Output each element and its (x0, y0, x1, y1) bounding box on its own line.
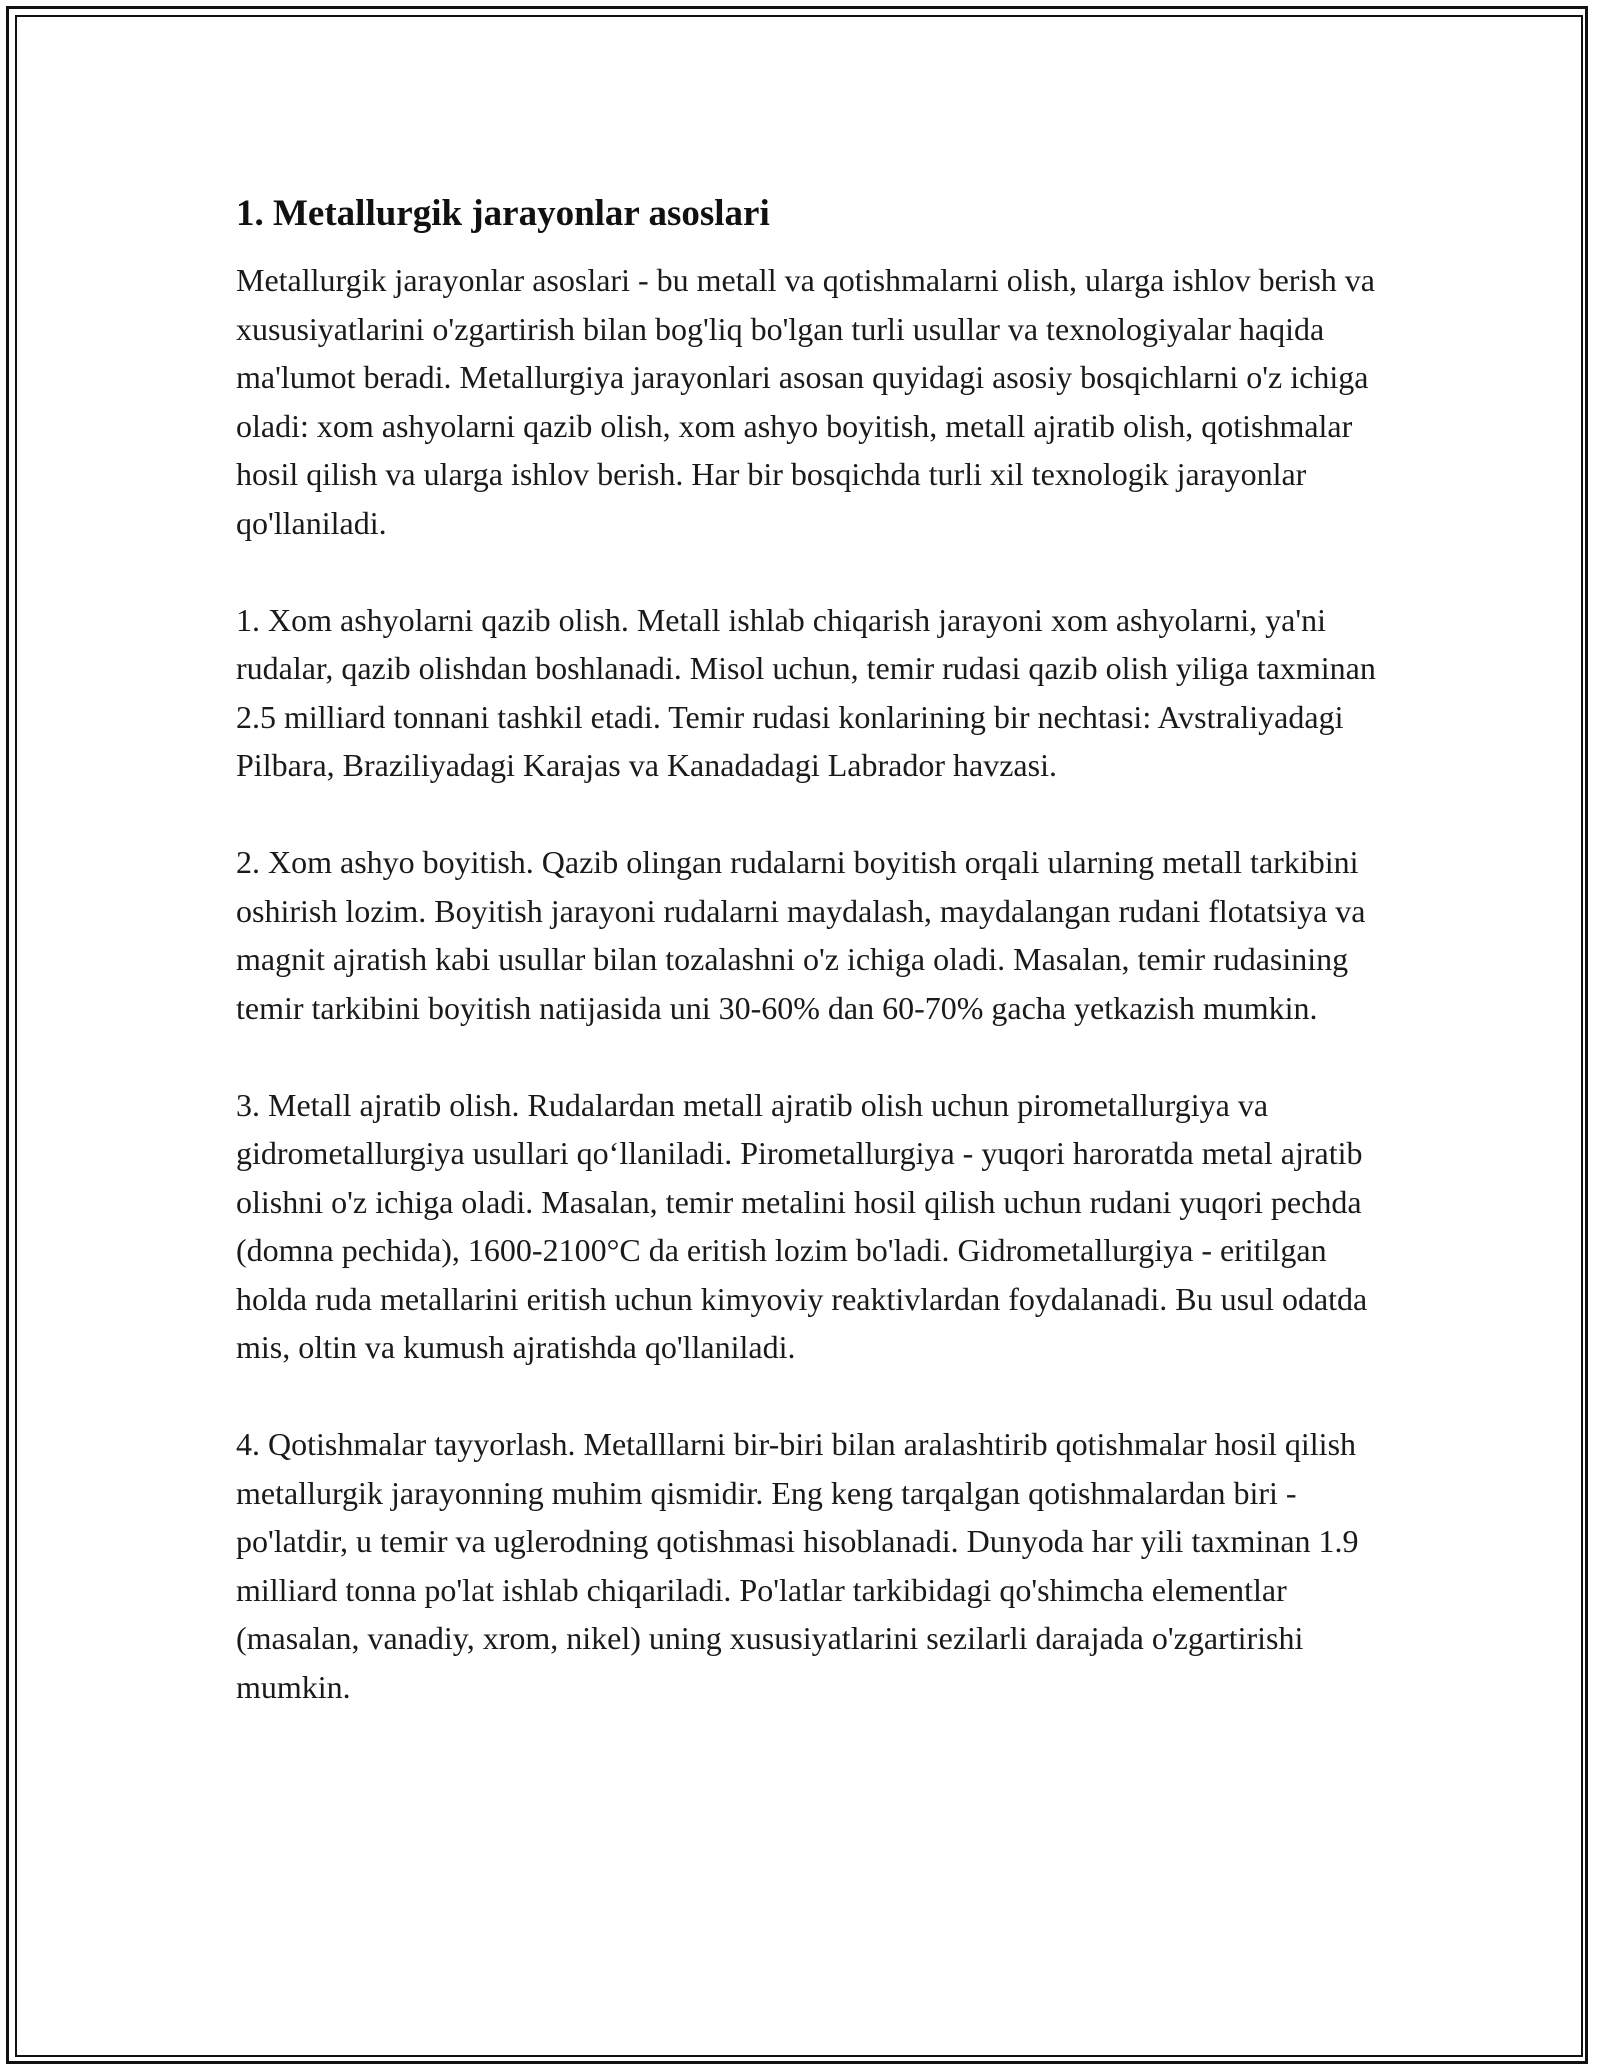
document-body (236, 188, 1376, 1760)
paragraph-enrichment: 2. Xom ashyo boyitish. Qazib olingan rudalarni boyitish orqali ularning metall tarkibini oshirish lozim. Boyitish jarayoni rudalarni maydalash, maydalangan rudani flotatsiya va magnit ajratish kabi usullar bilan tozalashni o'z ichiga oladi. Masalan, temir rudasining temir tarkibini boyitish natijasida uni 30-60% dan 60-70% gacha yetkazish mumkin. (236, 844, 1366, 1026)
page-title: 1. Metallurgik jarayonlar asoslari (236, 193, 770, 234)
paragraph-alloys: 4. Qotishmalar tayyorlash. Metalllarni bir-biri bilan aralashtirib qotishmalar hosil qilish metallurgik jarayonning muhim qismidir. Eng keng tarqalgan qotishmalardan biri - po'latdir, u temir va uglerodning qotishmasi hisoblanadi. Dunyoda har yili taxminan 1.9 milliard tonna po'lat ishlab chiqariladi. Po'latlar tarkibidagi qo'shimcha elementlar (masalan, vanadiy, xrom, nikel) uning xususiyatlarini sezilarli darajada o'zgartirishi mumkin. (236, 1426, 1359, 1705)
paragraph-extraction: 3. Metall ajratib olish. Rudalardan metall ajratib olish uchun pirometallurgiya va gidrometallurgiya usullari qo‘llaniladi. Pirometallurgiya - yuqori haroratda metal ajratib olishni o'z ichiga oladi. Masalan, temir metalini hosil qilish uchun rudani yuqori pechda (domna pechida), 1600-2100°C da eritish lozim bo'ladi. Gidrometallurgiya - eritilgan holda ruda metallarini eritish uchun kimyoviy reaktivlardan foydalanadi. Bu usul odatda mis, oltin va kumush ajratishda qo'llaniladi. (236, 1086, 1368, 1365)
paragraph-mining: 1. Xom ashyolarni qazib olish. Metall ishlab chiqarish jarayoni xom ashyolarni, ya'ni rudalar, qazib olishdan boshlanadi. Misol uchun, temir rudasi qazib olish yiliga taxminan 2.5 milliard tonnani tashkil etadi. Temir rudasi konlarining bir nechtasi: Avstraliyadagi Pilbara, Braziliyadagi Karajas va Kanadadagi Labrador havzasi. (236, 601, 1376, 783)
paragraph-intro: Metallurgik jarayonlar asoslari - bu metall va qotishmalarni olish, ularga ishlov berish va xususiyatlarini o'zgartirish bilan bog'liq bo'lgan turli usullar va texnologiyalar haqida ma'lumot beradi. Metallurgiya jarayonlari asosan quyidagi asosiy bosqichlarni o'z ichiga oladi: xom ashyolarni qazib olish, xom ashyo boyitish, metall ajratib olish, qotishmalar hosil qilish va ularga ishlov berish. Har bir bosqichda turli xil texnologik jarayonlar qo'llaniladi. (236, 262, 1375, 541)
